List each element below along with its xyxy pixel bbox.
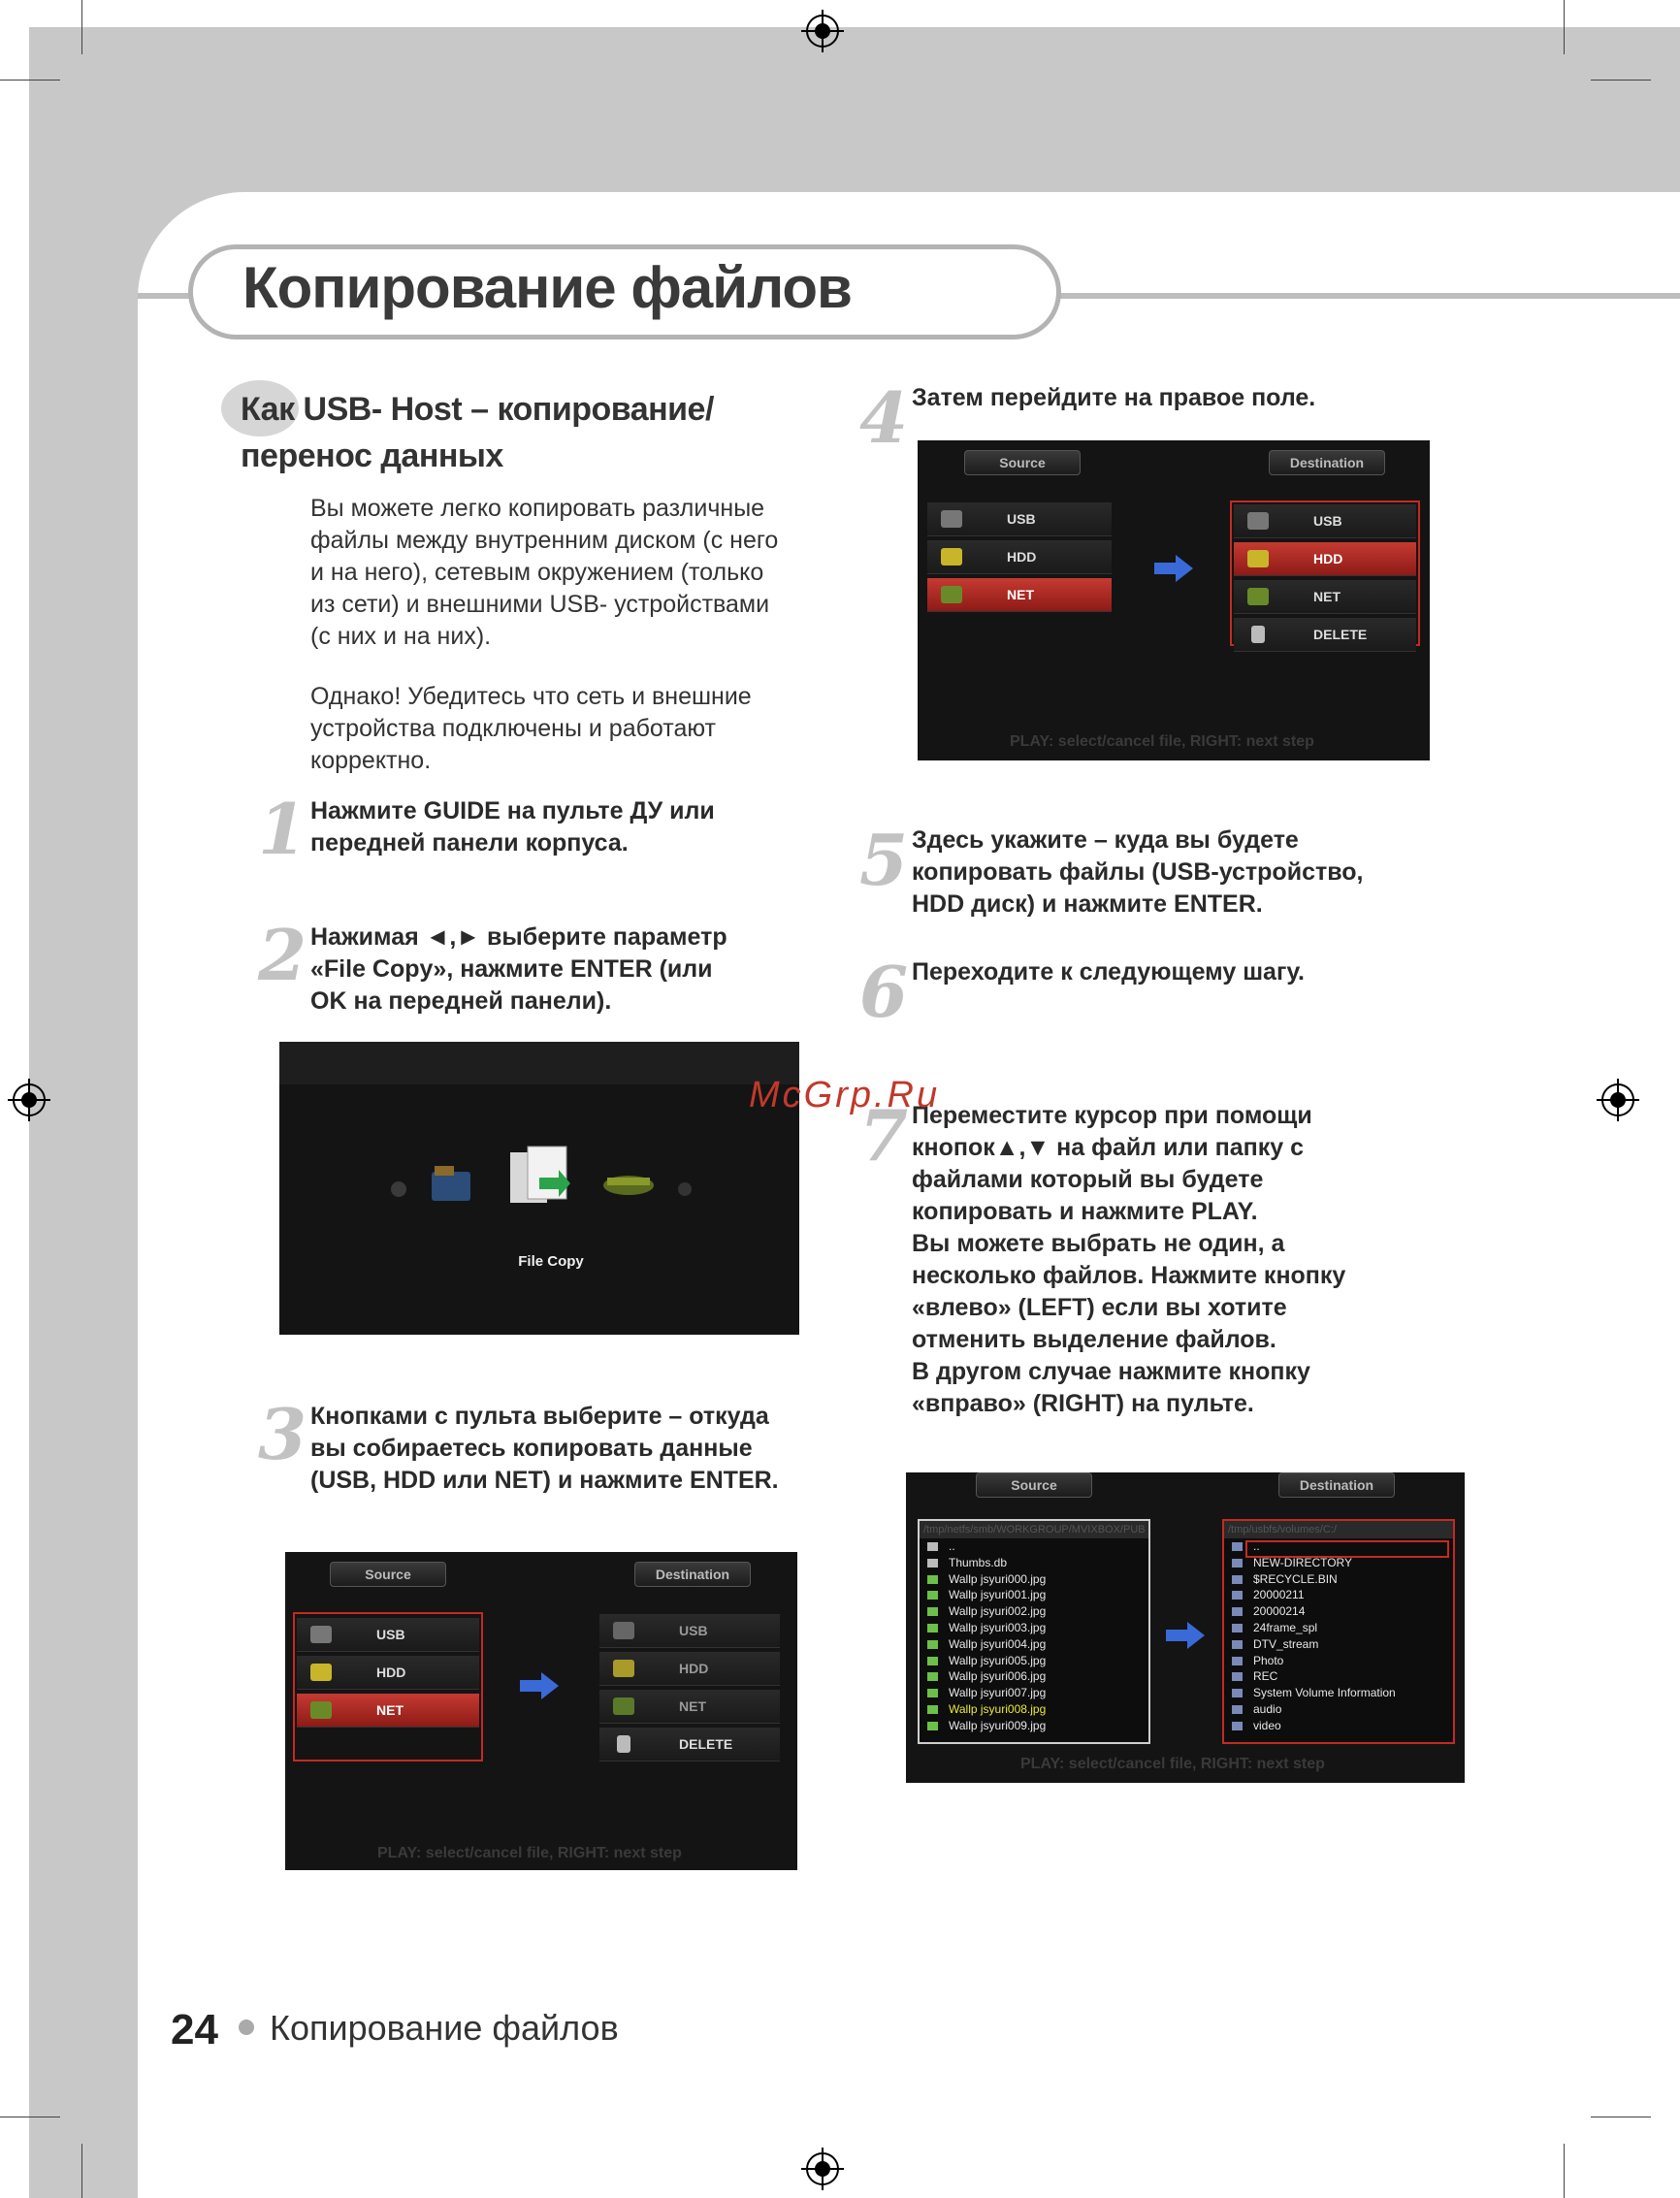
file-list-item[interactable] [920,1668,1148,1685]
file-icon [927,1705,938,1714]
crop-mark [1564,0,1565,54]
source-tab: Source [964,450,1081,475]
trash-icon [1251,626,1265,643]
source-path: /tmp/netfs/smb/WORKGROUP/MVIXBOX/PUB [920,1521,1148,1538]
file-list-item[interactable] [920,1555,1148,1571]
folder-icon [1232,1542,1243,1551]
file-name: Wallp jsyuri007.jpg [949,1686,1047,1700]
folder-icon [1232,1689,1243,1697]
file-name: Wallp jsyuri006.jpg [949,1669,1047,1684]
hdd-icon [310,1664,332,1681]
source-tab: Source [976,1472,1092,1498]
arrow-right-icon [1166,1622,1205,1649]
file-name: 20000214 [1253,1604,1306,1619]
network-icon [613,1697,634,1715]
file-icon [927,1672,938,1681]
registration-mark-icon [1597,1079,1639,1121]
file-list-item[interactable] [920,1603,1148,1620]
destination-tab: Destination [1269,450,1385,475]
registration-mark-icon [8,1079,50,1121]
trash-icon [617,1735,630,1753]
dest-device-usb[interactable]: USB [599,1614,780,1648]
usb-icon [310,1626,332,1643]
file-list-item[interactable] [920,1571,1148,1588]
dest-device-hdd[interactable]: HDD [599,1652,780,1686]
folder-icon [1232,1607,1243,1616]
folder-icon [1232,1624,1243,1632]
gear-icon [384,1176,413,1203]
footer-bullet [239,2020,254,2035]
usb-icon [941,510,962,528]
file-list-item[interactable] [1224,1555,1453,1571]
crop-mark [81,0,82,54]
file-name: 20000211 [1253,1588,1305,1602]
page-title: Копирование файлов [242,255,852,320]
file-list-item[interactable] [1224,1653,1453,1669]
file-list-item[interactable] [1224,1587,1453,1603]
destination-device-list [1234,504,1416,656]
source-device-list [927,502,1112,616]
file-list-item[interactable] [920,1620,1148,1636]
file-icon [927,1607,938,1616]
source-device-hdd[interactable]: HDD [927,540,1112,574]
step-text: Затем перейдите на правое поле. [912,384,1316,411]
file-name: NEW-DIRECTORY [1253,1555,1353,1569]
destination-tab: Destination [1278,1472,1395,1498]
screen-hint: PLAY: select/cancel file, RIGHT: next step [1020,1756,1325,1772]
file-name: Thumbs.db [949,1555,1008,1569]
file-icon [927,1640,938,1649]
step-text: Нажмите GUIDE на пульте ДУ или передней панели корпуса. [310,797,715,857]
file-list-item[interactable] [920,1587,1148,1603]
file-name: Wallp jsyuri002.jpg [949,1604,1047,1619]
network-icon [599,1162,658,1207]
screen-hint: PLAY: select/cancel file, RIGHT: next step [377,1845,682,1861]
dest-device-delete[interactable]: DELETE [599,1728,780,1762]
file-list-item[interactable] [1224,1701,1453,1718]
hdd-icon [613,1660,634,1677]
crop-mark [1564,2144,1565,2198]
screenshot-source-select [285,1552,797,1870]
destination-file-list [1222,1519,1455,1744]
file-name: Wallp jsyuri004.jpg [949,1636,1047,1651]
folder-icon [1232,1575,1243,1584]
page-number: 24 [171,2006,218,2053]
source-device-hdd[interactable]: HDD [297,1656,479,1690]
source-device-usb[interactable]: USB [927,502,1112,536]
file-list-item[interactable] [1224,1685,1453,1701]
dest-device-net[interactable]: NET [599,1690,780,1724]
file-list-item[interactable] [920,1653,1148,1669]
file-copy-icon [506,1143,574,1222]
step-number: 1 [258,788,307,870]
crop-mark [81,2144,82,2198]
destination-device-list [599,1614,780,1765]
file-name: .. [949,1539,955,1553]
file-list-item[interactable] [1224,1668,1453,1685]
step-number: 7 [859,1094,909,1177]
file-icon [927,1657,938,1665]
folder-icon [1232,1640,1243,1649]
file-icon [927,1559,938,1568]
intro-paragraph: Вы можете легко копировать различные файлы между внутренним диском (с него и на него), сетевым окружением (только из сети) и внешними USB- устройствами (с них и на них). [310,495,779,650]
step-number: 4 [859,376,909,459]
file-list-item[interactable] [1224,1620,1453,1636]
step-number: 5 [859,819,909,901]
file-list-item[interactable] [1224,1538,1453,1555]
file-name: Wallp jsyuri005.jpg [949,1653,1047,1667]
file-list-item[interactable] [920,1718,1148,1734]
folder-icon [1232,1705,1243,1714]
source-device-list [297,1618,479,1731]
file-list-item[interactable] [1224,1603,1453,1620]
step-text: Переходите к следующему шагу. [912,958,1306,986]
file-name: Wallp jsyuri008.jpg [949,1701,1047,1716]
folder-icon [1232,1591,1243,1600]
source-device-net[interactable]: NET [297,1694,479,1728]
step-text: Кнопками с пульта выберите – откуда вы собираетесь копировать данные (USB, HDD или NET) и нажмите ENTER. [310,1403,779,1494]
file-name: .. [1253,1539,1260,1553]
file-icon [927,1689,938,1697]
dest-device-delete[interactable]: DELETE [1234,618,1416,652]
step-number: 2 [258,914,307,996]
network-icon [310,1701,332,1719]
dest-device-hdd[interactable]: HDD [1234,542,1416,576]
hdd-icon [1247,550,1269,567]
arrow-right-icon [1154,555,1193,582]
file-name: DTV_stream [1253,1636,1319,1651]
step-number: 3 [258,1393,307,1475]
usb-icon [613,1622,634,1639]
step-text: Переместите курсор при помощи кнопок▲,▼ на файл или папку с файлами который вы будете копировать и нажмите PLAY. Вы можете выбрать не один, а несколько файлов. Нажмите кнопку «влево» (LEFT) если вы хотите отменить выделение файлов. В другом случае нажмите кнопку «вправо» (RIGHT) на пульте. [912,1102,1346,1417]
file-name: 24frame_spl [1253,1620,1318,1634]
step-text: Здесь укажите – куда вы будете копировать файлы (USB-устройство, HDD диск) и нажмите ENTER. [912,826,1364,918]
crop-mark [0,80,60,81]
file-list-item[interactable] [920,1538,1148,1555]
section-heading: Как USB- Host – копирование/перенос данных [241,391,714,474]
source-tab: Source [330,1562,446,1587]
destination-tab: Destination [634,1562,751,1587]
source-device-usb[interactable]: USB [297,1618,479,1652]
step-text: Нажимая ◄,► выберите параметр «File Copy», нажмите ENTER (или OK на передней панели). [310,923,727,1015]
warning-paragraph: Однако! Убедитесь что сеть и внешние устройства подключены и работают корректно. [310,683,752,774]
file-name: audio [1253,1701,1282,1716]
screen-hint: PLAY: select/cancel file, RIGHT: next step [1010,733,1314,750]
file-name: Wallp jsyuri001.jpg [949,1588,1047,1602]
folder-icon [429,1162,473,1207]
dest-device-net[interactable]: NET [1234,580,1416,614]
dest-device-usb[interactable]: USB [1234,504,1416,538]
file-list-item[interactable] [1224,1571,1453,1588]
source-file-list [918,1519,1150,1744]
screenshot-file-copy-menu [279,1042,799,1335]
folder-icon [1232,1722,1243,1730]
file-name: Wallp jsyuri000.jpg [949,1571,1047,1586]
file-icon [927,1624,938,1632]
file-name: video [1253,1718,1281,1732]
file-icon [927,1575,938,1584]
watermark: McGrp.Ru [749,1075,941,1115]
source-device-net[interactable]: NET [927,578,1112,612]
folder-icon [1232,1559,1243,1568]
file-list-item[interactable] [1224,1718,1453,1734]
file-name: Wallp jsyuri009.jpg [949,1718,1047,1732]
screenshot-file-select [906,1472,1465,1783]
registration-mark-icon [801,2148,844,2190]
file-icon [927,1722,938,1730]
folder-icon [927,1542,938,1551]
file-list-item[interactable] [920,1685,1148,1701]
folder-icon [1232,1672,1243,1681]
file-list-item[interactable] [920,1636,1148,1653]
file-icon [927,1591,938,1600]
footer-title: Копирование файлов [270,2008,619,2048]
file-list-item[interactable] [920,1701,1148,1718]
file-name: Photo [1253,1653,1284,1667]
folder-icon [1232,1657,1243,1665]
crop-mark [1591,80,1651,81]
settings-icon [673,1178,696,1201]
file-list-item[interactable] [1224,1636,1453,1653]
screenshot-destination-select [918,440,1430,760]
hdd-icon [941,548,962,566]
network-icon [1247,588,1269,605]
registration-mark-icon [801,10,844,52]
arrow-right-icon [520,1672,559,1699]
usb-icon [1247,512,1269,530]
screen-top-band [279,1042,799,1084]
step-number: 6 [859,951,909,1033]
file-name: REC [1253,1669,1278,1684]
file-name: $RECYCLE.BIN [1253,1571,1338,1586]
network-icon [941,586,962,603]
file-name: System Volume Information [1253,1686,1396,1700]
file-copy-label: File Copy [518,1253,584,1270]
file-name: Wallp jsyuri003.jpg [949,1620,1047,1634]
destination-path: /tmp/usbfs/volumes/C:/ [1224,1521,1453,1538]
